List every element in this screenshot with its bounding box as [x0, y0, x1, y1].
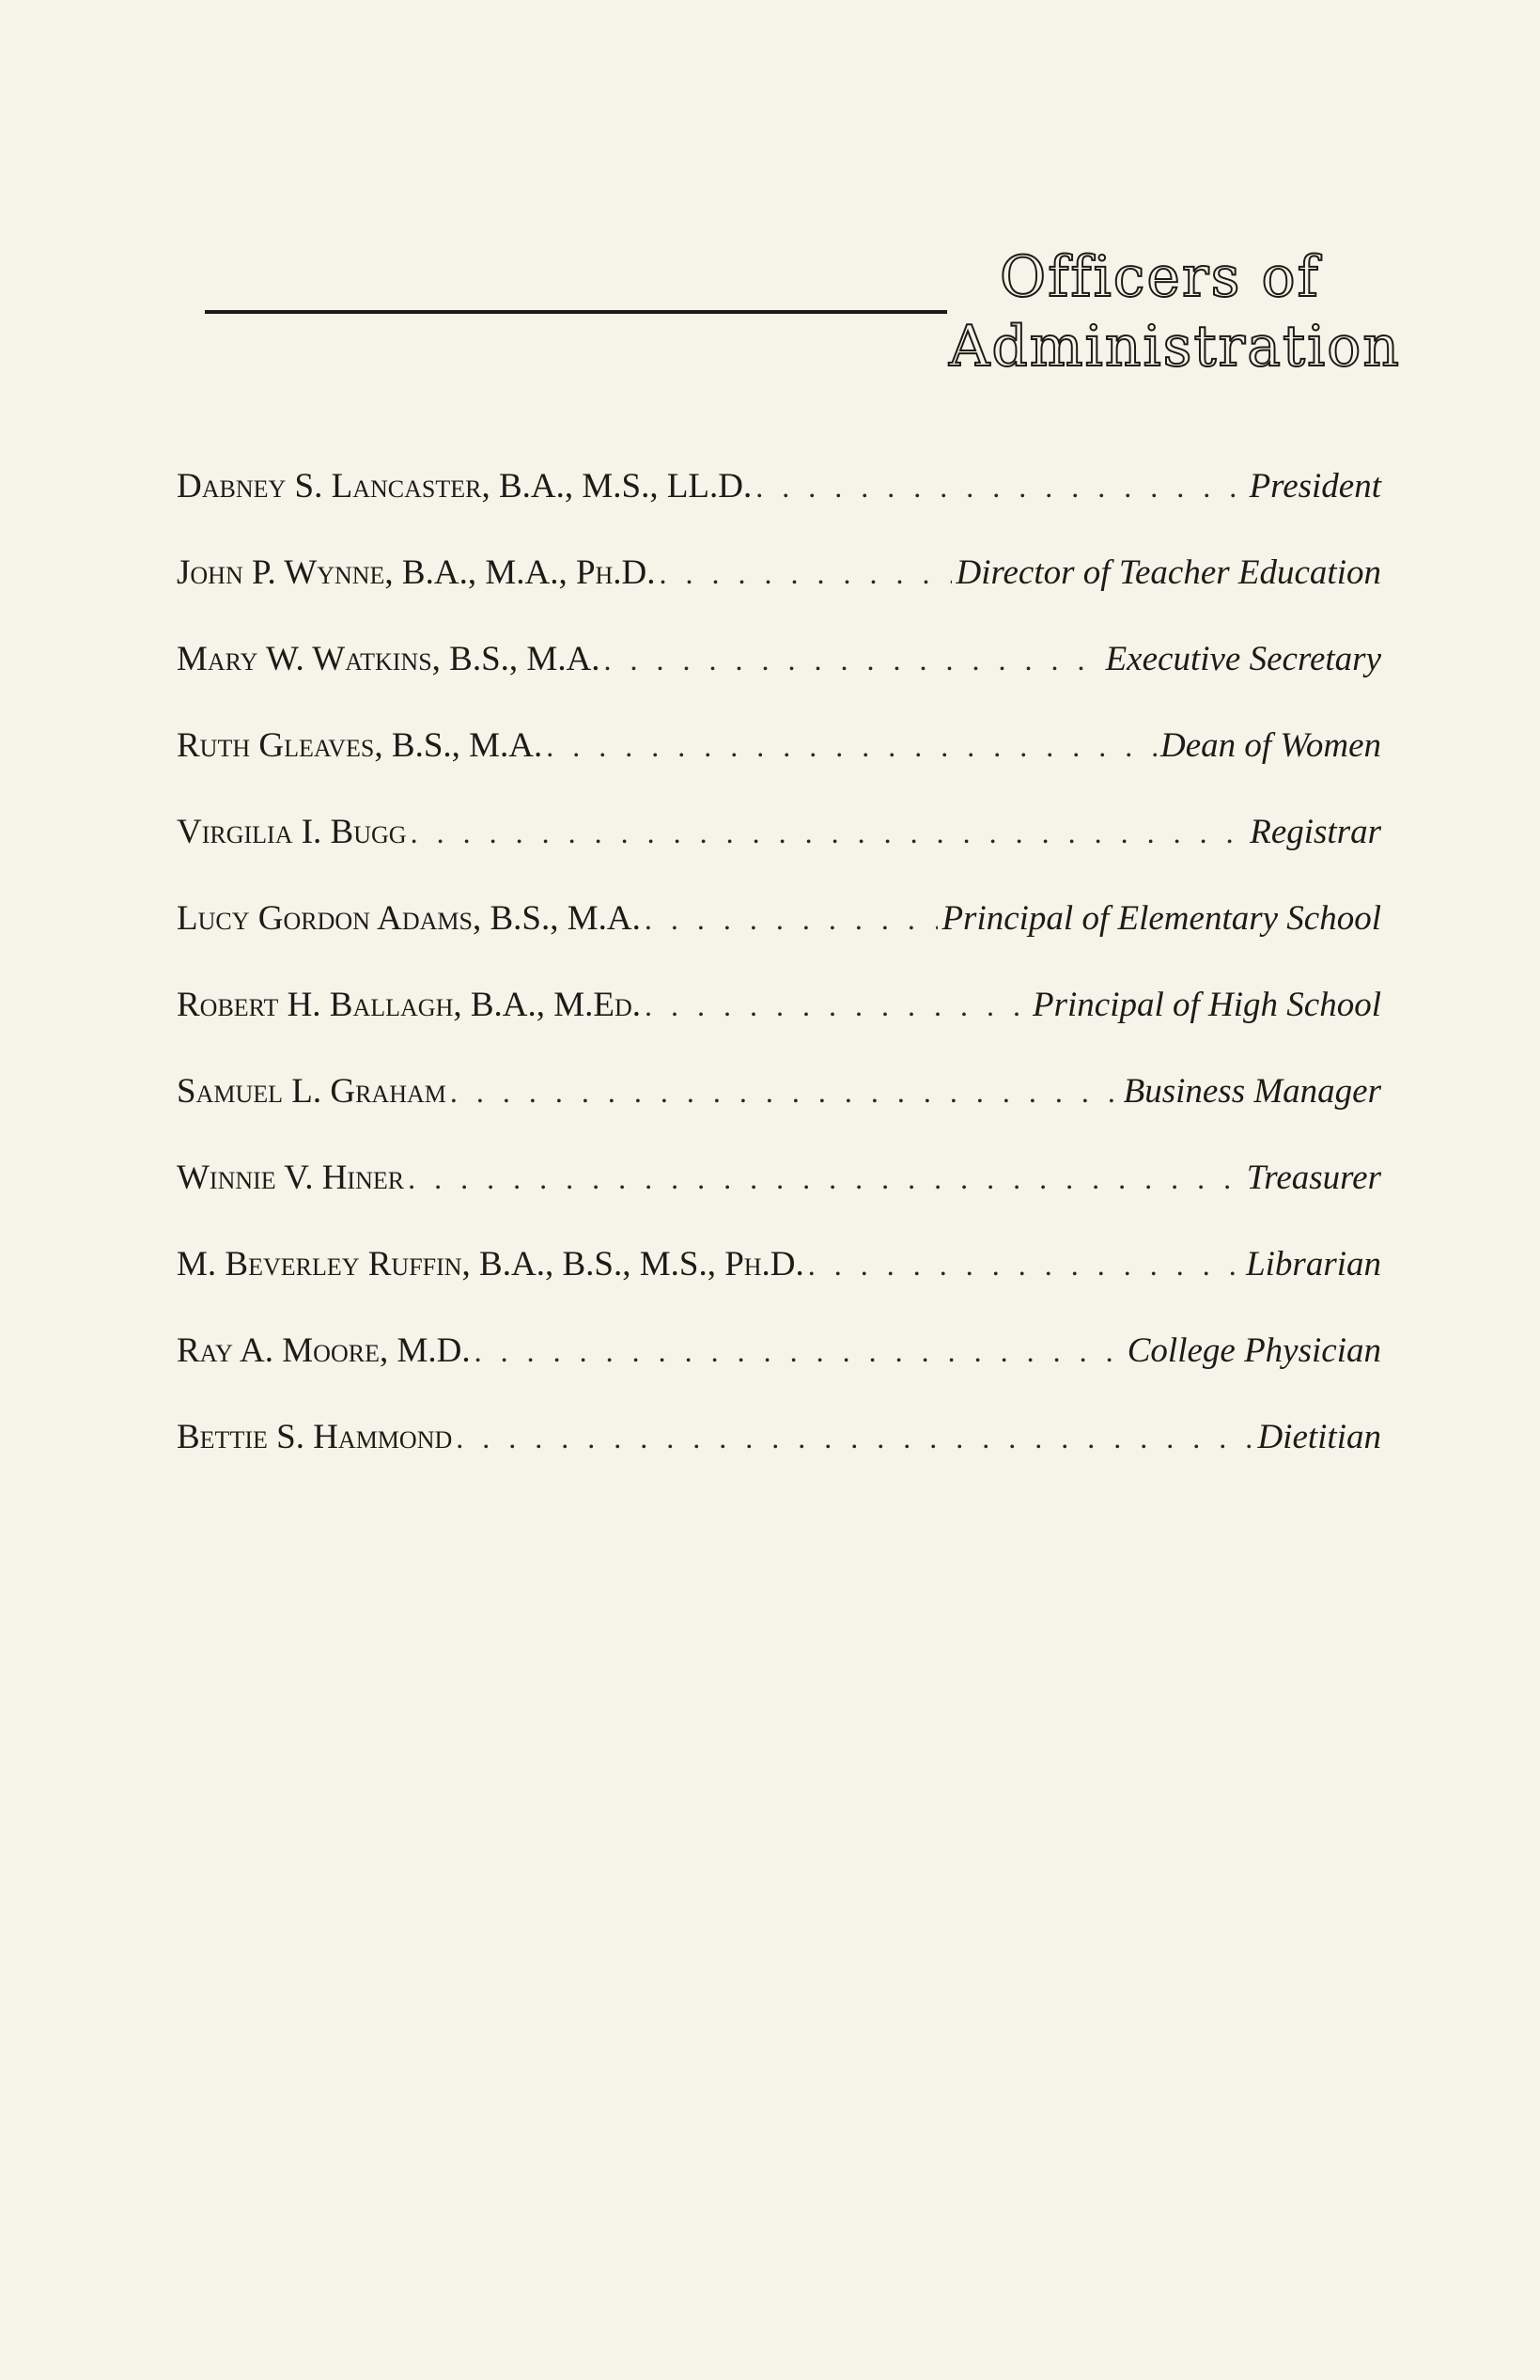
officer-title: Dean of Women: [1160, 726, 1381, 765]
heading-rule: [205, 310, 947, 314]
officer-title: Treasurer: [1246, 1159, 1381, 1197]
officer-name: Samuel L. Graham: [177, 1072, 446, 1111]
officer-title: College Physician: [1127, 1331, 1381, 1370]
officer-name: Robert H. Ballagh, B.A., M.Ed.: [177, 986, 642, 1024]
page-heading: [949, 242, 1419, 381]
officer-entry: [177, 804, 1381, 891]
officer-title: Dietitian: [1257, 1418, 1381, 1456]
officer-name: Winnie V. Hiner: [177, 1159, 405, 1197]
officer-title: Librarian: [1246, 1245, 1381, 1283]
officer-title: Director of Teacher Education: [956, 553, 1381, 592]
dot-leader: [408, 1150, 1243, 1206]
dot-leader: [645, 977, 1029, 1034]
dot-leader: [604, 631, 1102, 688]
officer-entry: [177, 1409, 1381, 1496]
officer-name: Dabney S. Lancaster, B.A., M.S., LL.D.: [177, 467, 753, 506]
dot-leader: [755, 459, 1245, 515]
officer-entry: [177, 977, 1381, 1064]
officer-entry: [177, 891, 1381, 977]
officer-title: Business Manager: [1123, 1072, 1381, 1111]
dot-leader: [474, 1323, 1124, 1379]
dot-leader: [645, 891, 939, 947]
officer-entry: [177, 718, 1381, 804]
officer-name: Ruth Gleaves, B.S., M.A.: [177, 726, 543, 765]
officer-entry: [177, 1150, 1381, 1237]
officer-entry: [177, 459, 1381, 545]
officer-name: Virgilia I. Bugg: [177, 813, 407, 851]
officer-entry: [177, 545, 1381, 631]
heading-line-administration: Administration: [949, 314, 1402, 380]
dot-leader: [411, 804, 1247, 861]
officer-entry: [177, 1323, 1381, 1409]
dot-leader: [546, 718, 1157, 774]
heading-line-officers: Officers of: [1000, 244, 1320, 310]
officer-entry: [177, 1064, 1381, 1150]
officer-title: Registrar: [1250, 813, 1381, 851]
officer-entry: [177, 1237, 1381, 1323]
officer-title: Principal of Elementary School: [941, 899, 1381, 938]
officer-name: Lucy Gordon Adams, B.S., M.A.: [177, 899, 641, 938]
officer-entry: [177, 631, 1381, 718]
officer-name: M. Beverley Ruffin, B.A., B.S., M.S., Ph.D.: [177, 1245, 804, 1283]
officer-name: Bettie S. Hammond: [177, 1418, 453, 1456]
officer-title: Executive Secretary: [1105, 640, 1381, 678]
dot-leader: [456, 1409, 1253, 1466]
officer-name: Mary W. Watkins, B.S., M.A.: [177, 640, 600, 678]
officer-title: Principal of High School: [1033, 986, 1381, 1024]
officer-name: Ray A. Moore, M.D.: [177, 1331, 471, 1370]
dot-leader: [808, 1237, 1242, 1293]
dot-leader: [450, 1064, 1120, 1120]
officer-name: John P. Wynne, B.A., M.A., Ph.D.: [177, 553, 656, 592]
dot-leader: [660, 545, 953, 601]
officer-title: President: [1249, 467, 1381, 506]
officers-list: [177, 459, 1381, 1496]
